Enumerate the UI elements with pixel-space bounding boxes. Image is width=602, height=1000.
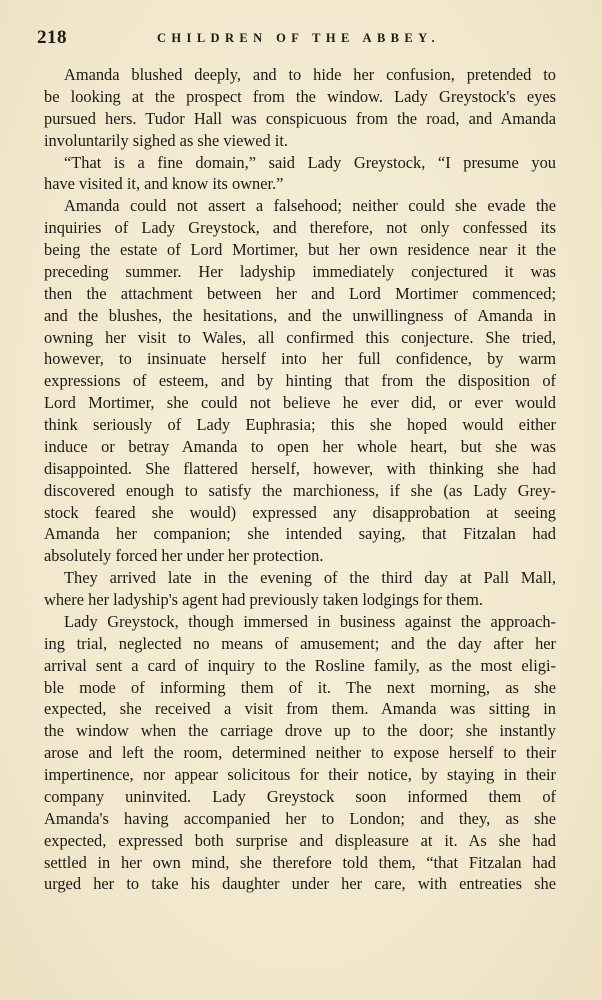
text-line: ing trial, neglected no means of amusement; and the day after her bbox=[44, 633, 556, 653]
text-line: involuntarily sighed as she viewed it. bbox=[44, 130, 288, 150]
text-line: think seriously of Lady Euphrasia; this she hoped would either bbox=[44, 415, 556, 434]
page-header bbox=[37, 27, 563, 49]
paragraph bbox=[44, 64, 556, 152]
text-line: disappointed. She flattered herself, however, with thinking she had bbox=[44, 458, 556, 478]
paragraph bbox=[44, 152, 556, 196]
text-line: Lord Mortimer, she could not believe he ever did, or ever would bbox=[44, 393, 556, 413]
text-line: absolutely forced her under her protection. bbox=[44, 546, 324, 566]
text-line: company uninvited. Lady Greystock soon informed them of bbox=[44, 786, 556, 806]
text-line: urged her to take his daughter under her care, with entreaties she bbox=[44, 874, 556, 894]
text-line: have visited it, and know its owner.” bbox=[44, 174, 284, 194]
text-line: ble mode of informing them of it. The next morning, as she bbox=[44, 677, 556, 697]
text-line: the window when the carriage drove up to the door; she instantly bbox=[44, 721, 556, 741]
text-line: arose and left the room, determined neither to expose herself to their bbox=[44, 743, 556, 763]
text-line: stock feared she would) expressed any disapprobation at seeing bbox=[44, 502, 556, 522]
text-line: discovered enough to satisfy the marchioness, if she (as Lady Grey- bbox=[44, 480, 556, 500]
page-number: 218 bbox=[37, 27, 67, 48]
running-title: CHILDREN OF THE ABBEY. bbox=[157, 31, 440, 45]
text-line: owning her visit to Wales, all confirmed this conjecture. She tried, bbox=[44, 327, 556, 347]
text-line: “That is a fine domain,” said Lady Greystock, “I presume you bbox=[64, 152, 556, 172]
text-line: They arrived late in the evening of the third day at Pall Mall, bbox=[64, 568, 556, 588]
text-line: preceding summer. Her ladyship immediately conjectured it was bbox=[44, 261, 556, 281]
text-line: where her ladyship's agent had previously taken lodgings for them. bbox=[44, 590, 484, 609]
text-line: and the blushes, the hesitations, and the unwillingness of Amanda in bbox=[44, 305, 556, 325]
text-line: be looking at the prospect from the window. Lady Greystock's eyes bbox=[44, 86, 556, 106]
paragraph bbox=[44, 567, 556, 611]
text-line: expected, expressed both surprise and displeasure at it. As she had bbox=[44, 830, 556, 850]
text-line: Amanda blushed deeply, and to hide her confusion, pretended to bbox=[64, 65, 556, 84]
text-line: Amanda could not assert a falsehood; neither could she evade the bbox=[64, 196, 556, 216]
text-line: arrival sent a card of inquiry to the Rosline family, as the most eligi- bbox=[44, 655, 556, 675]
text-line: Amanda's having accompanied her to London; and they, as she bbox=[44, 808, 556, 828]
text-line: induce or betray Amanda to open her whole heart, but she was bbox=[44, 436, 556, 456]
text-line: expressions of esteem, and by hinting that from the disposition of bbox=[44, 371, 556, 391]
paragraph bbox=[44, 195, 556, 567]
text-line: however, to insinuate herself into her full confidence, by warm bbox=[44, 349, 556, 369]
body-text bbox=[44, 64, 556, 895]
text-line: settled in her own mind, she therefore told them, “that Fitzalan had bbox=[44, 852, 556, 872]
text-line: then the attachment between her and Lord Mortimer commenced; bbox=[44, 283, 556, 303]
text-line: Lady Greystock, though immersed in business against the approach- bbox=[64, 611, 556, 631]
text-line: being the estate of Lord Mortimer, but her own residence near it the bbox=[44, 240, 556, 259]
text-line: expected, she received a visit from them. Amanda was sitting in bbox=[44, 699, 556, 719]
text-line: Amanda her companion; she intended saying, that Fitzalan had bbox=[44, 524, 556, 544]
text-line: pursued hers. Tudor Hall was conspicuous from the road, and Amanda bbox=[44, 108, 556, 128]
paragraph bbox=[44, 611, 556, 895]
text-line: impertinence, nor appear solicitous for their notice, by staying in their bbox=[44, 765, 556, 784]
text-line: inquiries of Lady Greystock, and therefore, not only confessed its bbox=[44, 218, 556, 238]
